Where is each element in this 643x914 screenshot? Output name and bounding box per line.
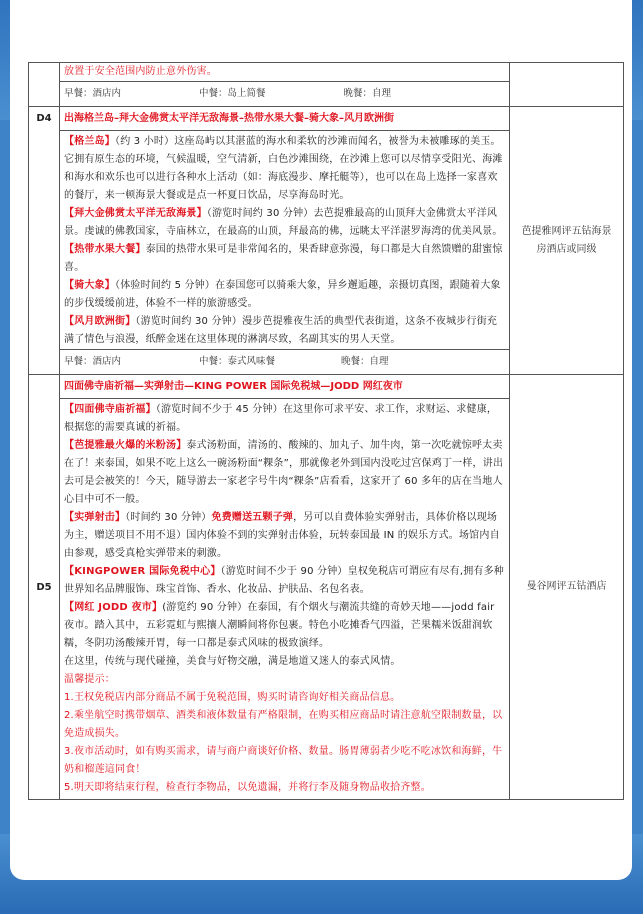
activity-text: （约 3 小时）这座岛屿以其湛蓝的海水和柔软的沙滩而闻名，被誉为未被雕琢的美玉。它拥有原生态的环境，气候温暖，空气清新，白色沙滩围绕，在沙滩上您可以尽情享受阳光、海滩和海水和欢乐也可以进行各种水上活动（如：海底漫步、摩托艇等），也可以在岛上选择一家喜欢的餐厅，来一顿海景大餐或是点一杯夏日饮品，尽享海岛时光。 — [64, 136, 503, 201]
safety-note: 放置于安全范围内防止意外伤害。 — [64, 66, 217, 77]
activity-item — [64, 401, 505, 437]
lunch: 中餐：岛上简餐 — [199, 88, 266, 99]
activity-tag: 【格兰岛】 — [64, 136, 115, 147]
itinerary-table — [28, 62, 624, 800]
activity-item — [64, 241, 505, 277]
activity-item — [64, 205, 505, 241]
brand-title: 纯玩双岛 — [458, 26, 586, 61]
closing-text: 在这里，传统与现代碰撞，美食与好物交融，满是地道又迷人的泰式风情。 — [64, 656, 401, 667]
breakfast: 早餐：酒店内 — [64, 88, 122, 99]
dinner: 晚餐：自理 — [343, 88, 392, 99]
activity-text: 泰式汤粉面，清汤的、酸辣的、加丸子、加牛肉，第一次吃就惊呼太卖在了！来泰国，如果不吃上这么一碗汤粉面“粿条”，那就像老外到国内没吃过宫保鸡丁一样，讲出去可是会被笑的！今天，随导游去一家老字号牛肉“粿条”店看看，这家开了 60 多年的店在当地人心目中可不一般。 — [64, 440, 504, 505]
activity-tag: 【骑大象】 — [64, 280, 115, 291]
tip-item: 1.王权免税店内部分商品不属于免税范围，购买时请咨询好相关商品信息。 — [64, 692, 401, 703]
day-content-d5 — [60, 375, 510, 800]
activity-text: ，另可以自费体验实弹射击，具体价格以现场为主，赠送项目不用不退）国内体验不到的实弹射击体验，玩转泰国最 IN 的娱乐方式。场馆内自由参观，感受真枪实弹带来的刺激。 — [64, 512, 500, 559]
meals-line — [60, 82, 509, 106]
activity-item — [64, 437, 505, 509]
activity-item — [64, 277, 505, 313]
activity-text: （游览时间约 30 分钟）去芭提雅最高的山顶拜大金佛赏太平洋风景。虔诚的佛教国家，寺庙林立，在最高的山顶，拜最高的佛，远眺太平洋湛罗海湾的优美风景。 — [64, 208, 503, 237]
activity-tag: 【热带水果大餐】 — [64, 244, 146, 255]
activity-tag: 【四面佛寺庙祈福】 — [64, 404, 156, 415]
activity-tag: 【实弹射击】 — [64, 512, 126, 523]
activity-tag: 【风月欧洲街】 — [64, 316, 136, 327]
activity-item — [64, 563, 505, 599]
dinner: 晚餐：自理 — [341, 356, 389, 367]
activity-tag: 【网红 JODD 夜市】 — [64, 602, 163, 613]
activity-tag: 【拜大金佛赏太平洋无敌海景】 — [64, 208, 207, 219]
activity-text: (游览约 90 分钟）在泰国，有个烟火与潮流共缝的奇妙天地——jodd fair 夜市。踏入其中，五彩霓虹与熙攘人潮瞬间将你包裹。特色小吃摊香气四溢，芒果糯米饭甜润软糯，冬阴功汤酸辣开胃，每一口都是泰式风味的极致演绎。 — [64, 602, 495, 649]
activity-item — [64, 509, 505, 563]
day-title-d5: 四面佛寺庙祈福—实弹射击—KING POWER 国际免税城—JODD 网红夜市 — [64, 381, 403, 392]
meals-line-d4 — [60, 350, 509, 374]
free-bullets-highlight: 免费赠送五颗子弹 — [211, 512, 294, 523]
activity-list-d4 — [60, 131, 509, 349]
activity-item — [64, 133, 505, 205]
lunch: 中餐：泰式风味餐 — [199, 356, 276, 367]
breakfast: 早餐：酒店内 — [64, 356, 122, 367]
tips-title: 温馨提示： — [64, 674, 115, 685]
day-row-d5 — [29, 375, 624, 800]
activity-item — [64, 599, 505, 653]
hotel-d4: 芭提雅网评五钻海景房酒店或同级 — [510, 107, 624, 375]
thailand-watermark: THAILAND — [428, 6, 574, 34]
day-title-d4: 出海格兰岛–拜大金佛赏太平洋无敌海景–热带水果大餐–骑大象–风月欧洲街 — [64, 113, 394, 124]
tip-item: 3.夜市活动时，如有购买需求，请与商户商谈好价格、数量。肠胃薄弱者少吃不吃冰饮和海鲜，牛奶和榴莲這同食！ — [64, 746, 503, 775]
day-row-d4 — [29, 107, 624, 375]
activity-text: （游览时间不少于 45 分钟）在这里你可求平安、求工作，求财运、求健康，根据您的需要真诚的祈福。 — [64, 404, 498, 433]
day-content-d4 — [60, 107, 510, 375]
activity-text: （游览时间约 30 分钟）漫步芭提雅夜生活的典型代表街道，这条不夜城步行街充满了情色与浪漫，纸醉金迷在这里体现的淋漓尽致，名副其实的男人天堂。 — [64, 316, 498, 345]
activity-tag: 【芭提雅最火爆的米粉汤】 — [64, 440, 187, 451]
activity-list-d5 — [60, 399, 509, 799]
day-label-cell — [29, 63, 60, 107]
day-row-d3-tail — [29, 63, 624, 107]
tip-item: 5.明天即将结束行程，检查行李物品，以免遗漏，并将行李及随身物品收拾齐整。 — [64, 782, 431, 793]
activity-item — [64, 313, 505, 349]
activity-text: （时间约 30 分钟） — [125, 512, 212, 523]
activity-text: （体验时间约 5 分钟）在泰国您可以骑乘大象，异乡邂逅趣，亲摄切真图，跟随着大象的步伐缓缓前进，体验不一样的旅游感受。 — [64, 280, 501, 309]
hotel-d5: 曼谷网评五钻酒店 — [510, 375, 624, 800]
day-label-d5: D5 — [29, 375, 60, 800]
day-content-cell — [60, 63, 510, 107]
hotel-cell — [510, 63, 624, 107]
activity-text: 泰国的热带水果可是非常闻名的，果香肆意弥漫，每口都是大自然馈赠的甜蜜惊喜。 — [64, 244, 503, 273]
activity-tag: 【KINGPOWER 国际免税中心】 — [64, 566, 221, 577]
tip-item: 2.乘坐航空时携带烟草、酒类和液体数量有严格限制，在购买相应商品时请注意航空限制数量，以免造成损失。 — [64, 710, 503, 739]
activity-text: （游览时间不少于 90 分钟）皇权免税店可谓应有尽有,拥有多种世界知名品牌服饰、珠宝首饰、香水、化妆品、护肤品、名包名表。 — [64, 566, 504, 595]
day-label-d4: D4 — [29, 107, 60, 375]
